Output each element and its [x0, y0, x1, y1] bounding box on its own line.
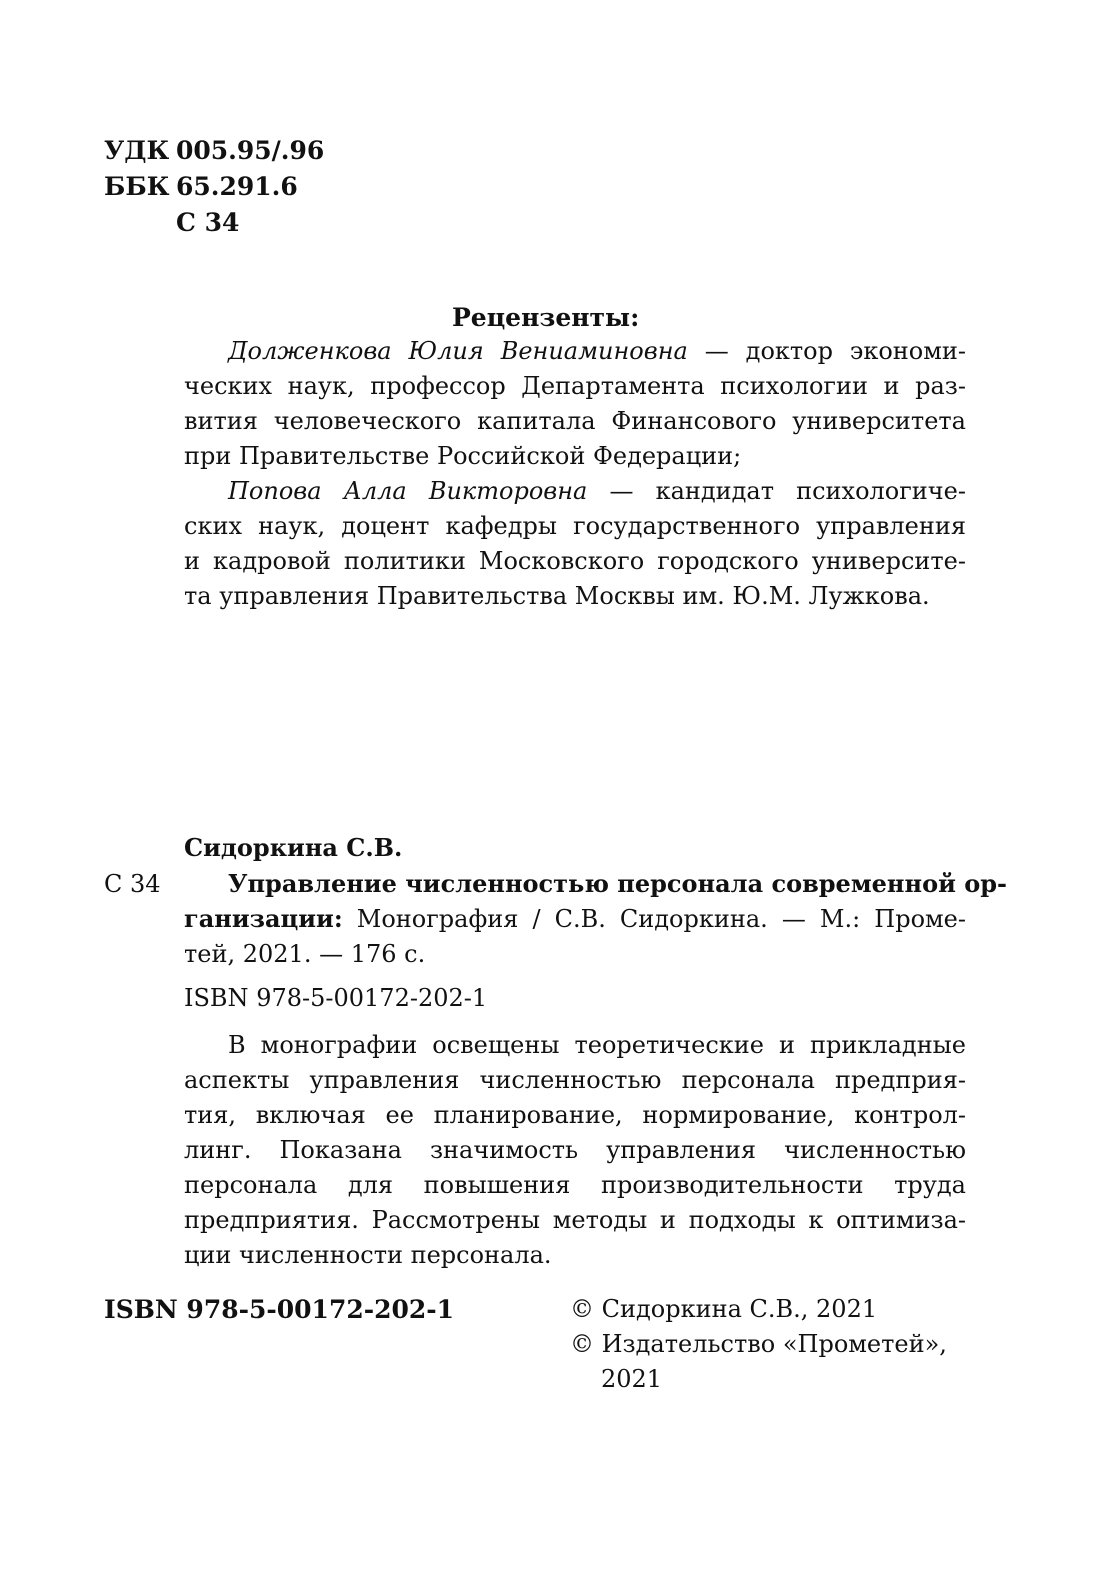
abstract-line-4: линг. Показана значимость управления численностью [184, 1136, 966, 1164]
reviewer-1-line-4: при Правительстве Российской Федерации; [184, 442, 742, 470]
reviewer-2-line-2: ских наук, доцент кафедры государственного управления [184, 512, 966, 540]
card-isbn: ISBN 978-5-00172-202-1 [184, 984, 488, 1012]
copyright-publisher-year: 2021 [601, 1365, 663, 1393]
udk-label: УДК [104, 136, 170, 165]
reviewer-1-name: Долженкова Юлия Вениаминовна [228, 337, 688, 365]
bbk-label: ББК [104, 172, 170, 201]
reviewer-2-line-1-rest: — кандидат психологиче- [587, 477, 966, 505]
reviewer-1-line-2: ческих наук, профессор Департамента психологии и раз- [184, 372, 966, 400]
bbk-value: 65.291.6 [176, 172, 298, 201]
reviewer-2-name: Попова Алла Викторовна [228, 477, 588, 505]
card-title-line-2-bold: ганизации: [184, 904, 343, 933]
reviewer-2-line-3: и кадровой политики Московского городского университе- [184, 547, 966, 575]
reviewers-title: Рецензенты: [452, 303, 640, 332]
reviewer-1-line-3: вития человеческого капитала Финансового университета [184, 407, 966, 435]
copyright-author: © Сидоркина С.В., 2021 [570, 1295, 878, 1323]
copyright-publisher: © Издательство «Прометей», [570, 1330, 947, 1358]
udk-value: 005.95/.96 [176, 136, 325, 165]
abstract-line-6: предприятия. Рассмотрены методы и подходы к оптимиза- [184, 1206, 966, 1234]
reviewer-2-line-1 [228, 474, 966, 508]
abstract-line-5: персонала для повышения производительности труда [184, 1171, 966, 1199]
card-code: С 34 [104, 870, 161, 898]
author-sign: С 34 [176, 208, 240, 237]
classification-codes [104, 133, 324, 241]
reviewer-2-line-4: та управления Правительства Москвы им. Ю.М. Лужкова. [184, 582, 930, 610]
card-title-line-2-rest: Монография / С.В. Сидоркина. — М.: Проме- [342, 905, 966, 933]
abstract-line-7: ции численности персонала. [184, 1241, 552, 1269]
reviewer-1-line-1 [228, 334, 966, 368]
card-title-line-3: тей, 2021. — 176 с. [184, 940, 426, 968]
abstract-line-3: тия, включая ее планирование, нормирование, контрол- [184, 1101, 966, 1129]
card-title-line-1: Управление численностью персонала современной ор- [228, 869, 1007, 898]
abstract-line-2: аспекты управления численностью персонала предприя- [184, 1066, 966, 1094]
reviewer-1-line-1-rest: — доктор экономи- [687, 337, 967, 365]
card-author: Сидоркина С.В. [184, 833, 403, 862]
abstract-line-1: В монографии освещены теоретические и прикладные [228, 1031, 966, 1059]
card-title-line-2 [184, 902, 966, 936]
footer-isbn: ISBN 978-5-00172-202-1 [104, 1295, 455, 1324]
